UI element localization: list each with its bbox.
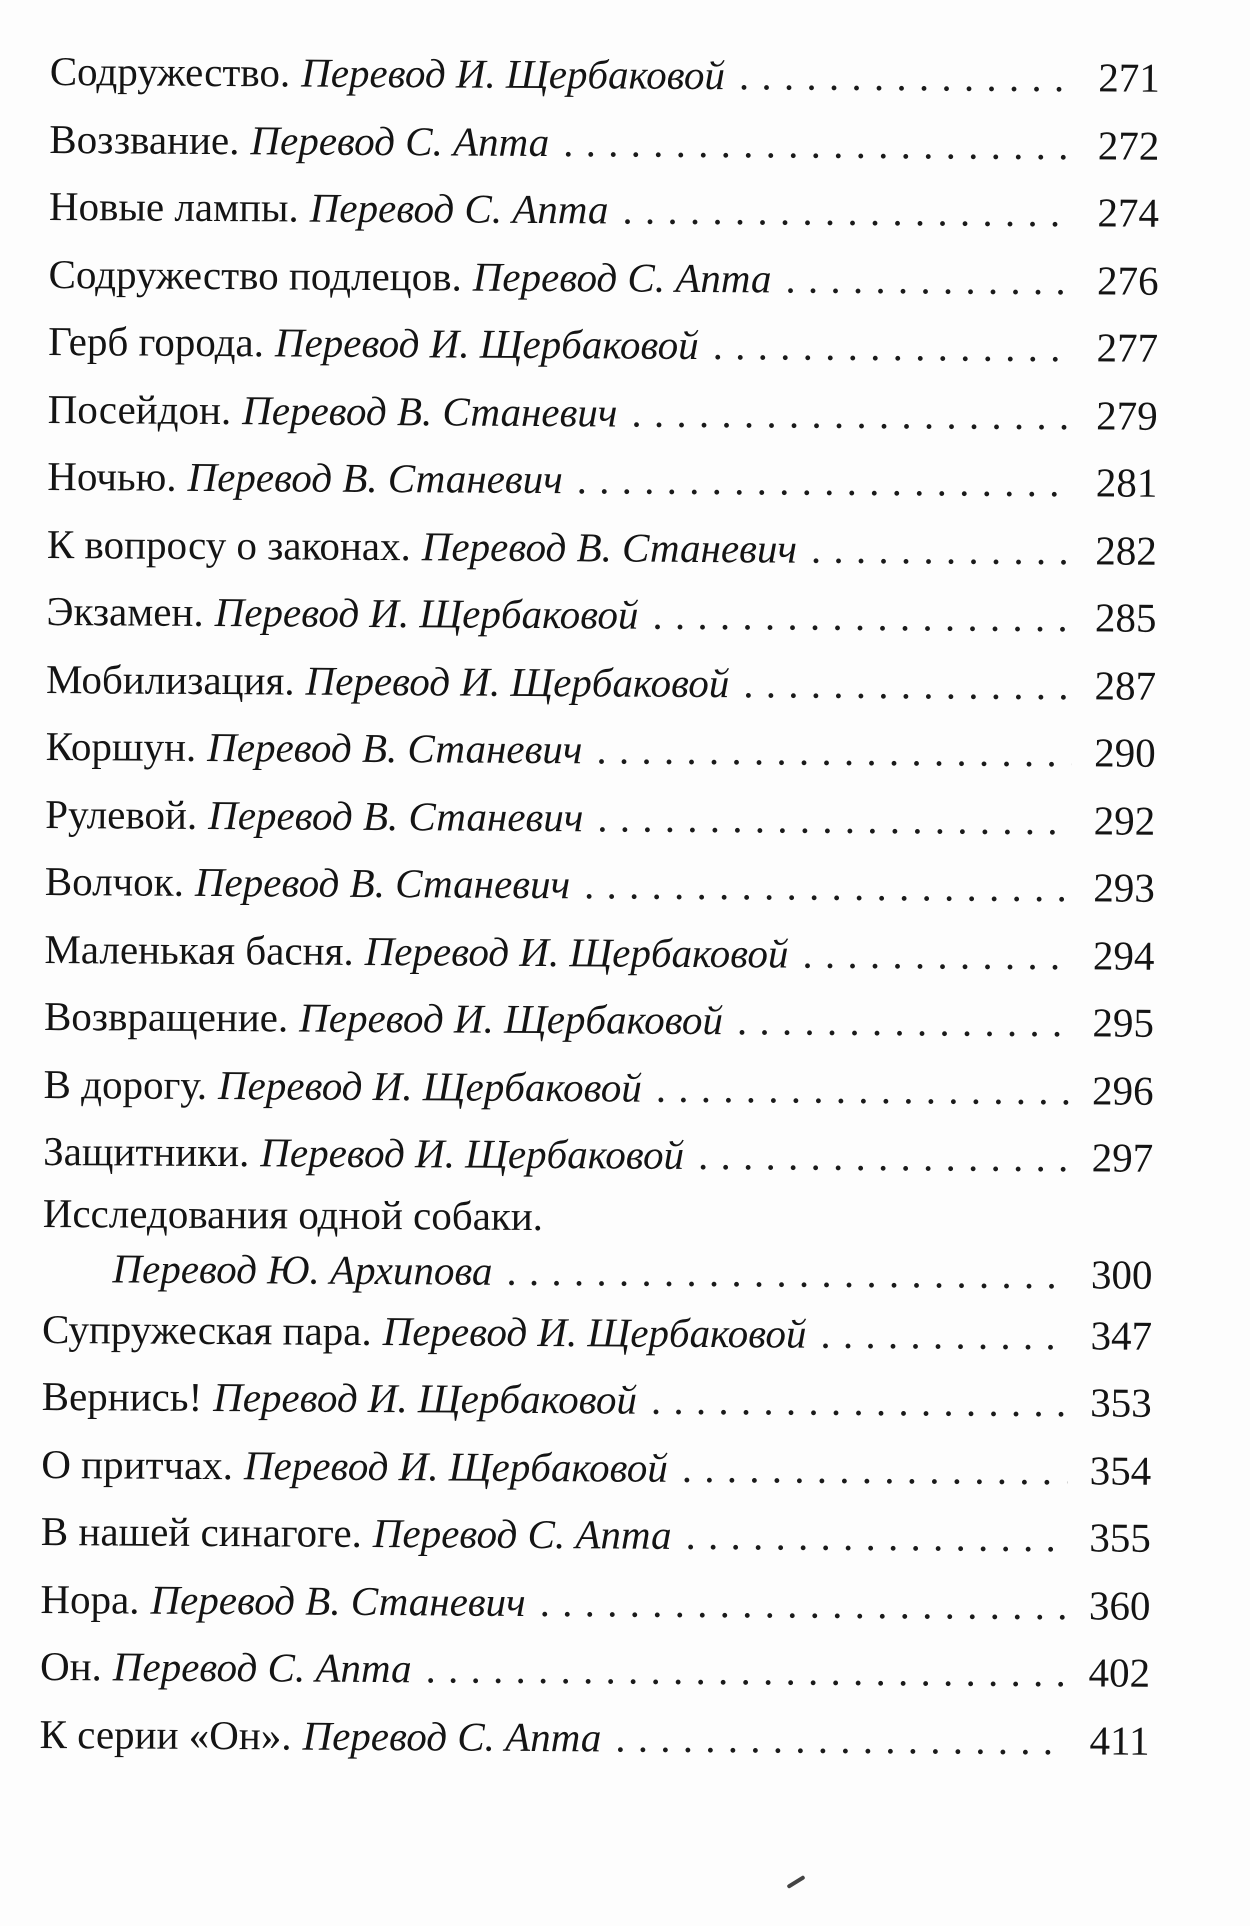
dot-leader [563, 109, 1076, 180]
toc-entry[interactable] [45, 780, 1155, 854]
entry-title: Маленькая басня. [44, 925, 354, 974]
toc-entry[interactable] [44, 915, 1154, 989]
entry-page-number: 285 [1094, 594, 1157, 641]
table-of-contents [39, 38, 1160, 1775]
entry-translator: Перевод С. Апта [302, 1712, 602, 1760]
entry-page-number: 272 [1097, 121, 1160, 169]
entry-translator: Перевод И. Щербаковой [243, 1441, 668, 1491]
dot-leader [539, 1569, 1066, 1640]
dot-leader [615, 1704, 1066, 1774]
entry-translator: Перевод И. Щербаковой [382, 1307, 807, 1357]
entry-title: В нашей синагоге. [40, 1507, 363, 1556]
toc-entry[interactable] [46, 578, 1156, 652]
entry-page-number: 292 [1093, 796, 1156, 844]
dot-leader [743, 650, 1072, 720]
entry-title: Вернись! [41, 1372, 203, 1420]
dot-leader [622, 177, 1075, 247]
entry-title: Нора. [40, 1575, 140, 1623]
dot-leader [682, 1434, 1068, 1504]
toc-entry[interactable] [41, 1430, 1151, 1504]
dot-leader [737, 987, 1070, 1057]
entry-title: Рулевой. [45, 790, 198, 838]
entry-translator: Перевод И. Щербаковой [299, 994, 724, 1044]
dot-leader [506, 1243, 1068, 1301]
entry-page-number: 274 [1097, 189, 1160, 236]
entry-title: Мобилизация. [45, 655, 295, 704]
entry-translator: Перевод И. Щербаковой [213, 1374, 638, 1423]
dot-leader [577, 446, 1074, 517]
toc-entry[interactable] [48, 308, 1158, 382]
entry-translator: Перевод И. Щербаковой [364, 927, 789, 977]
dot-leader [425, 1635, 1066, 1706]
entry-translator: Перевод С. Апта [372, 1510, 672, 1558]
entry-title: Коршун. [45, 722, 197, 770]
entry-translator: Перевод И. Щербаковой [274, 319, 699, 368]
toc-entry[interactable] [46, 645, 1156, 719]
toc-entry[interactable] [39, 1700, 1149, 1774]
entry-title: Содружество подлецов. [48, 250, 462, 300]
entry-page-number: 287 [1094, 661, 1157, 709]
entry-translator: Перевод И. Щербаковой [301, 49, 726, 99]
entry-title: Экзамен. [46, 587, 204, 635]
entry-page-number: 294 [1092, 931, 1155, 979]
entry-title: Ночью. [47, 452, 177, 500]
entry-page-number: 300 [1090, 1250, 1153, 1298]
toc-entry[interactable] [47, 443, 1157, 517]
dot-leader [584, 851, 1071, 921]
toc-entry[interactable] [41, 1363, 1151, 1437]
entry-page-number: 360 [1088, 1581, 1151, 1629]
entry-page-number: 277 [1096, 324, 1159, 371]
entry-title: Супружеская пара. [41, 1305, 372, 1354]
entry-title: К серии «Он». [39, 1710, 292, 1759]
entry-first-line [43, 1185, 1153, 1247]
entry-page-number: 271 [1098, 54, 1160, 101]
entry-title: Посейдон. [47, 385, 232, 433]
entry-page-number: 279 [1096, 391, 1158, 439]
entry-translator: Перевод И. Щербаковой [305, 657, 730, 706]
entry-title: К вопросу о законах. [46, 520, 411, 569]
toc-entry[interactable] [50, 38, 1160, 112]
entry-page-number: 282 [1095, 526, 1158, 574]
dot-leader [596, 716, 1072, 786]
entry-translator: Перевод И. Щербаковой [214, 589, 639, 638]
entry-page-number: 355 [1089, 1514, 1151, 1561]
entry-translator: Перевод В. Станевич [207, 723, 583, 773]
entry-title: В дорогу. [43, 1060, 208, 1108]
entry-translator: Перевод В. Станевич [421, 522, 798, 572]
entry-title: Он. [39, 1642, 103, 1690]
entry-page-number: 353 [1090, 1379, 1152, 1426]
dot-leader [802, 920, 1070, 989]
dot-leader [631, 379, 1074, 449]
entry-translator: Перевод В. Станевич [150, 1576, 526, 1625]
toc-entry[interactable] [45, 713, 1155, 787]
entry-translator: Перевод С. Апта [112, 1643, 412, 1692]
entry-page-number: 295 [1092, 999, 1155, 1046]
entry-title: Содружество. [49, 47, 291, 96]
toc-entry[interactable] [40, 1633, 1150, 1707]
entry-page-number: 281 [1095, 459, 1158, 506]
entry-page-number: 296 [1091, 1066, 1154, 1114]
ink-mark [786, 1875, 805, 1889]
dot-leader [651, 1367, 1068, 1437]
entry-translator: Перевод В. Станевич [194, 858, 571, 908]
entry-page-number: 297 [1091, 1134, 1154, 1181]
entry-page-number: 293 [1093, 864, 1155, 911]
entry-title: Исследования одной собаки. [42, 1189, 544, 1239]
dot-leader [811, 515, 1073, 584]
entry-translator: Перевод С. Апта [250, 116, 550, 165]
dot-leader [820, 1300, 1068, 1369]
entry-translator: Перевод И. Щербаковой [260, 1129, 685, 1178]
entry-translator: Перевод В. Станевич [187, 453, 563, 503]
entry-title: Воззвание. [49, 115, 240, 163]
toc-entry[interactable] [49, 173, 1159, 247]
dot-leader [739, 42, 1076, 112]
entry-translator: Перевод С. Апта [472, 253, 772, 301]
entry-title: Защитники. [43, 1127, 250, 1176]
dot-leader [785, 245, 1074, 314]
entry-title: Новые лампы. [48, 182, 299, 231]
entry-title: Возвращение. [43, 992, 289, 1041]
entry-translator: Перевод В. Станевич [208, 791, 584, 840]
toc-entry[interactable] [42, 1295, 1152, 1369]
entry-translator: Перевод В. Станевич [242, 386, 618, 435]
entry-page-number: 290 [1094, 729, 1156, 776]
toc-entry-two-line[interactable] [42, 1185, 1153, 1302]
entry-title: Герб города. [48, 317, 265, 366]
dot-leader [698, 1122, 1069, 1192]
entry-translator: Перевод И. Щербаковой [217, 1061, 642, 1111]
toc-entry[interactable] [44, 983, 1154, 1057]
toc-entry[interactable] [48, 240, 1158, 314]
entry-page-number: 354 [1089, 1446, 1152, 1494]
dot-leader [597, 784, 1071, 854]
entry-title: Волчок. [44, 857, 185, 905]
dot-leader [652, 582, 1072, 652]
toc-entry[interactable] [49, 105, 1159, 179]
toc-entry[interactable] [43, 1118, 1153, 1192]
entry-translator: Перевод Ю. Архипова [112, 1244, 493, 1294]
entry-title: О притчах. [41, 1440, 234, 1488]
dot-leader [656, 1054, 1070, 1124]
entry-translator: Перевод С. Апта [309, 184, 609, 233]
toc-entry[interactable] [43, 1050, 1153, 1124]
toc-entry[interactable] [45, 848, 1155, 922]
dot-leader [713, 312, 1075, 382]
entry-page-number: 276 [1096, 256, 1159, 304]
toc-entry[interactable] [40, 1565, 1150, 1639]
entry-page-number: 402 [1088, 1649, 1151, 1696]
toc-entry[interactable] [47, 510, 1157, 584]
toc-entry[interactable] [48, 375, 1158, 449]
entry-page-number: 347 [1090, 1311, 1153, 1359]
entry-second-line [42, 1240, 1152, 1302]
entry-page-number: 411 [1089, 1716, 1150, 1764]
dot-leader [685, 1502, 1067, 1572]
toc-entry[interactable] [41, 1498, 1151, 1572]
